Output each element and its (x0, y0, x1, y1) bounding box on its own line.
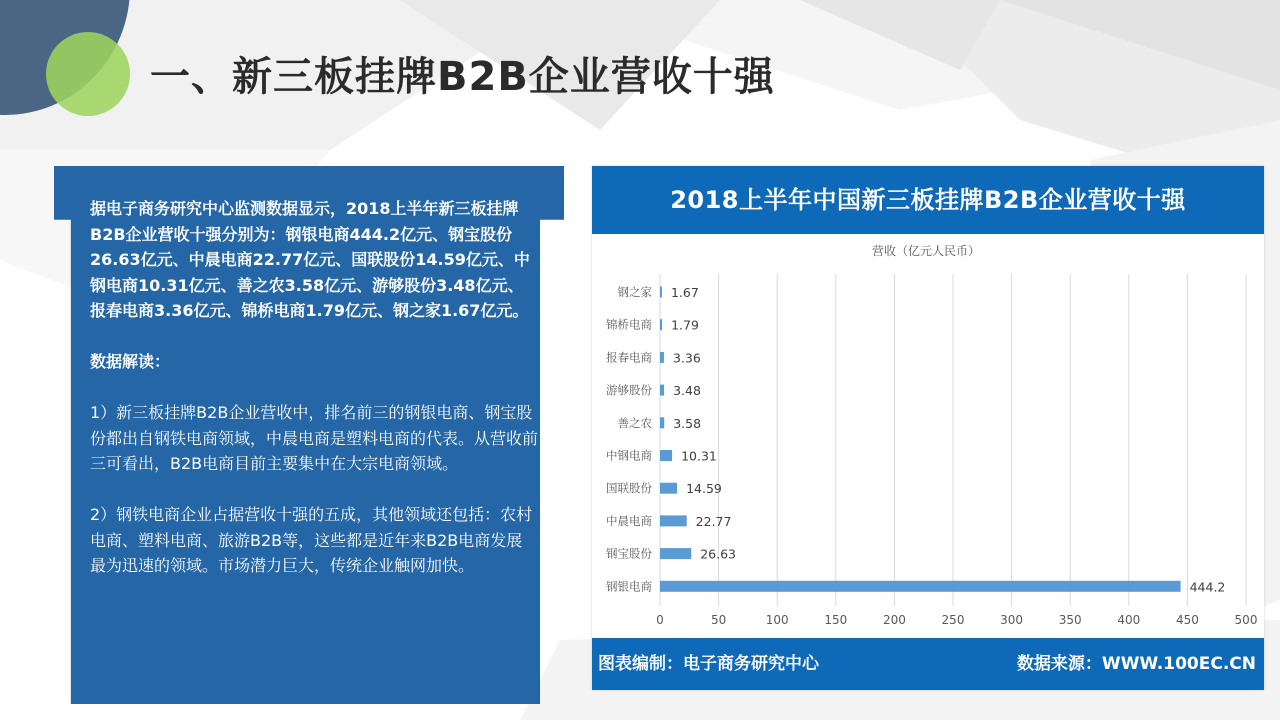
bar (660, 581, 1181, 592)
chart-title: 营收（亿元人民币） (871, 244, 981, 258)
bar (660, 450, 672, 461)
panel-intro: 据电子商务研究中心监测数据显示，2018上半年新三板挂牌B2B企业营收十强分别为：钢银电商444.2亿元、钢宝股份26.63亿元、中晨电商22.77亿元、国联股份14.59亿元、中钢电商10.31亿元、善之农3.58亿元、游够股份3.48亿元、报春电商3.36亿元、锦桥电商1.79亿元、钢之家1.67亿元。 (90, 199, 530, 320)
bar-chart (592, 234, 1264, 638)
x-tick-label: 400 (1117, 613, 1141, 627)
bar (660, 483, 677, 494)
chart-banner-title: 2018上半年中国新三板挂牌B2B企业营收十强 (670, 186, 1186, 214)
panel-spacer (90, 375, 538, 401)
category-label: 善之农 (617, 415, 652, 430)
category-label: 钢宝股份 (606, 546, 652, 561)
x-tick-label: 350 (1058, 613, 1082, 627)
chart-credit: 图表编制：电子商务研究中心 (598, 654, 819, 674)
x-tick-label: 50 (710, 613, 727, 627)
bar (660, 548, 691, 559)
chart-footer (592, 638, 1264, 690)
panel-heading: 数据解读： (90, 352, 171, 371)
page-title: 一、新三板挂牌B2B企业营收十强 (150, 54, 775, 100)
value-label: 3.36 (672, 350, 701, 366)
x-tick-label: 0 (656, 613, 664, 627)
category-label: 中晨电商 (606, 513, 652, 528)
bar (660, 287, 662, 298)
value-label: 1.67 (670, 285, 699, 300)
x-tick-label: 450 (1175, 613, 1199, 627)
category-label: 游够股份 (606, 383, 652, 398)
value-label: 3.48 (673, 383, 701, 399)
bar (660, 417, 664, 428)
value-label: 14.59 (686, 481, 722, 497)
category-label: 钢银电商 (606, 579, 652, 594)
panel-point-1: 1）新三板挂牌B2B企业营收中，排名前三的钢银电商、钢宝股份都出自钢铁电商领域，中晨电商是塑料电商的代表。从营收前三可看出，B2B电商目前主要集中在大宗电商领域。 (90, 403, 539, 473)
chart-banner (592, 166, 1264, 234)
category-label: 中钢电商 (606, 448, 652, 463)
x-tick-label: 500 (1234, 613, 1258, 627)
value-label: 444.2 (1189, 579, 1226, 595)
panel-point-2: 2）钢铁电商企业占据营收十强的五成，其他领域还包括：农村电商、塑料电商、旅游B2B等，这些都是近年来B2B电商发展最为迅速的领域。市场潜力巨大，传统企业触网加快。 (90, 505, 533, 575)
decorative-circle-green (46, 32, 130, 116)
chart-source: 数据来源：WWW.100EC.CN (1016, 654, 1256, 674)
value-label: 26.63 (700, 546, 737, 562)
x-tick-label: 100 (765, 613, 789, 627)
value-label: 1.79 (671, 317, 699, 333)
x-tick-label: 150 (824, 613, 848, 627)
bar (660, 515, 687, 526)
text-panel (90, 196, 538, 579)
panel-spacer (90, 477, 538, 503)
category-label: 国联股份 (606, 481, 652, 496)
x-tick-label: 300 (1000, 613, 1024, 627)
category-label: 锦桥电商 (606, 317, 652, 332)
chart-card (592, 166, 1264, 690)
value-label: 10.31 (681, 448, 717, 464)
value-label: 22.77 (695, 513, 732, 529)
category-label: 报春电商 (606, 350, 652, 365)
value-label: 3.58 (673, 415, 702, 431)
panel-spacer (90, 324, 538, 350)
category-label: 钢之家 (617, 285, 652, 299)
x-tick-label: 250 (941, 613, 965, 627)
bar (660, 352, 664, 363)
bar (660, 385, 664, 396)
bar (660, 319, 662, 330)
x-tick-label: 200 (882, 613, 906, 627)
